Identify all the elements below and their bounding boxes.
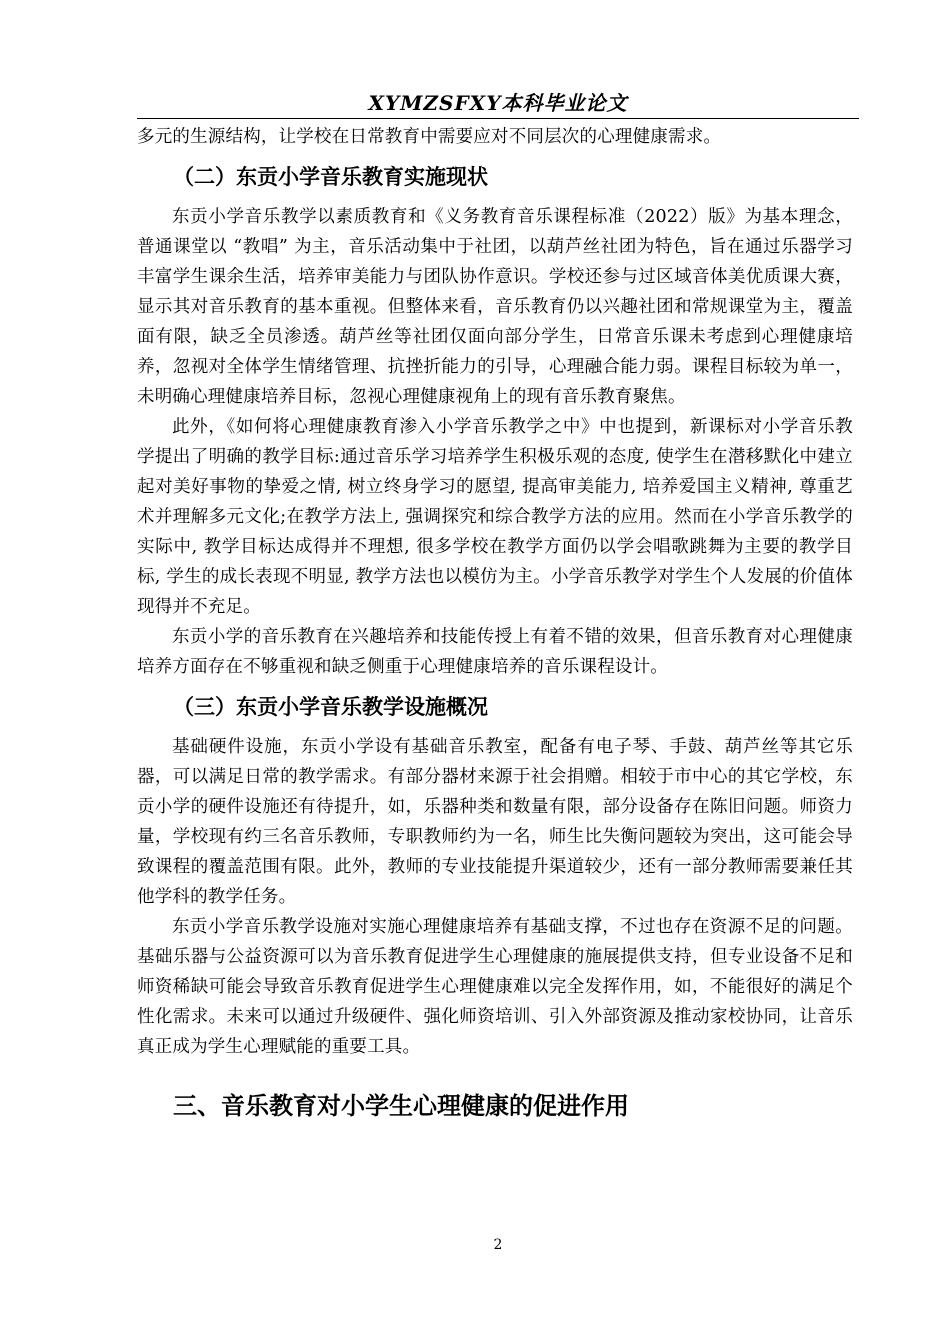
- subsection-heading-3: （三）东贡小学音乐教学设施概况: [173, 695, 488, 719]
- paragraph: 此外，《如何将心理健康教育渗入小学音乐教学之中》中也提到，新课标对小学音乐教学提出了明确的教学目标:通过音乐学习培养学生积极乐观的态度, 使学生在潜移默化中建立起对美好事物的挚爱之情, 树立终身学习的愿望, 提高审美能力, 培养爱国主义精神, 尊重艺术并理解多元文化;在教学方法上, 强调探究和综合教学方法的应用。然而在小学音乐教学的实际中, 教学目标达成得并不理想, 很多学校在教学方面仍以学会唱歌跳舞为主要的教学目标, 学生的成长表现不明显, 教学方法也以模仿为主。小学音乐教学对学生个人发展的价值体现得并不充足。: [137, 417, 853, 617]
- running-header: XYMZSFXY本科毕业论文: [368, 91, 628, 115]
- body-content: [137, 122, 853, 1124]
- page-number: 2: [493, 1237, 503, 1253]
- paragraph: 东贡小学的音乐教育在兴趣培养和技能传授上有着不错的效果，但音乐教育对心理健康培养方面存在不够重视和缺乏侧重于心理健康培养的音乐课程设计。: [137, 627, 853, 677]
- header-rule: [137, 118, 859, 119]
- paragraph-continued: 多元的生源结构，让学校在日常教育中需要应对不同层次的心理健康需求。: [137, 127, 722, 147]
- paragraph: 基础硬件设施，东贡小学设有基础音乐教室，配备有电子琴、手鼓、葫芦丝等其它乐器，可以满足日常的教学需求。有部分器材来源于社会捐赠。相较于市中心的其它学校，东贡小学的硬件设施还有待提升，如，乐器种类和数量有限，部分设备存在陈旧问题。师资力量，学校现有约三名音乐教师，专职教师约为一名，师生比失衡问题较为突出，这可能会导致课程的覆盖范围有限。此外，教师的专业技能提升渠道较少，还有一部分教师需要兼任其他学科的教学任务。: [137, 737, 853, 907]
- section-heading: 三、音乐教育对小学生心理健康的促进作用: [173, 1092, 629, 1120]
- paragraph: 东贡小学音乐教学以素质教育和《义务教育音乐课程标准（2022）版》为基本理念，普通课堂以 “教唱” 为主，音乐活动集中于社团，以葫芦丝社团为特色，旨在通过乐器学习丰富学生课余生活，培养审美能力与团队协作意识。学校还参与过区域音体美优质课大赛，显示其对音乐教育的基本重视。但整体来看，音乐教育仍以兴趣社团和常规课堂为主，覆盖面有限，缺乏全员渗透。葫芦丝等社团仅面向部分学生，日常音乐课未考虑到心理健康培养，忽视对全体学生情绪管理、抗挫折能力的引导，心理融合能力弱。课程目标较为单一，未明确心理健康培养目标，忽视心理健康视角上的现有音乐教育聚焦。: [137, 207, 853, 407]
- paragraph: 东贡小学音乐教学设施对实施心理健康培养有基础支撑，不过也存在资源不足的问题。基础乐器与公益资源可以为音乐教育促进学生心理健康的施展提供支持，但专业设备不足和师资稀缺可能会导致音乐教育促进学生心理健康难以完全发挥作用，如，不能很好的满足个性化需求。未来可以通过升级硬件、强化师资培训、引入外部资源及推动家校协同，让音乐真正成为学生心理赋能的重要工具。: [137, 917, 853, 1057]
- subsection-heading-2: （二）东贡小学音乐教育实施现状: [173, 165, 488, 189]
